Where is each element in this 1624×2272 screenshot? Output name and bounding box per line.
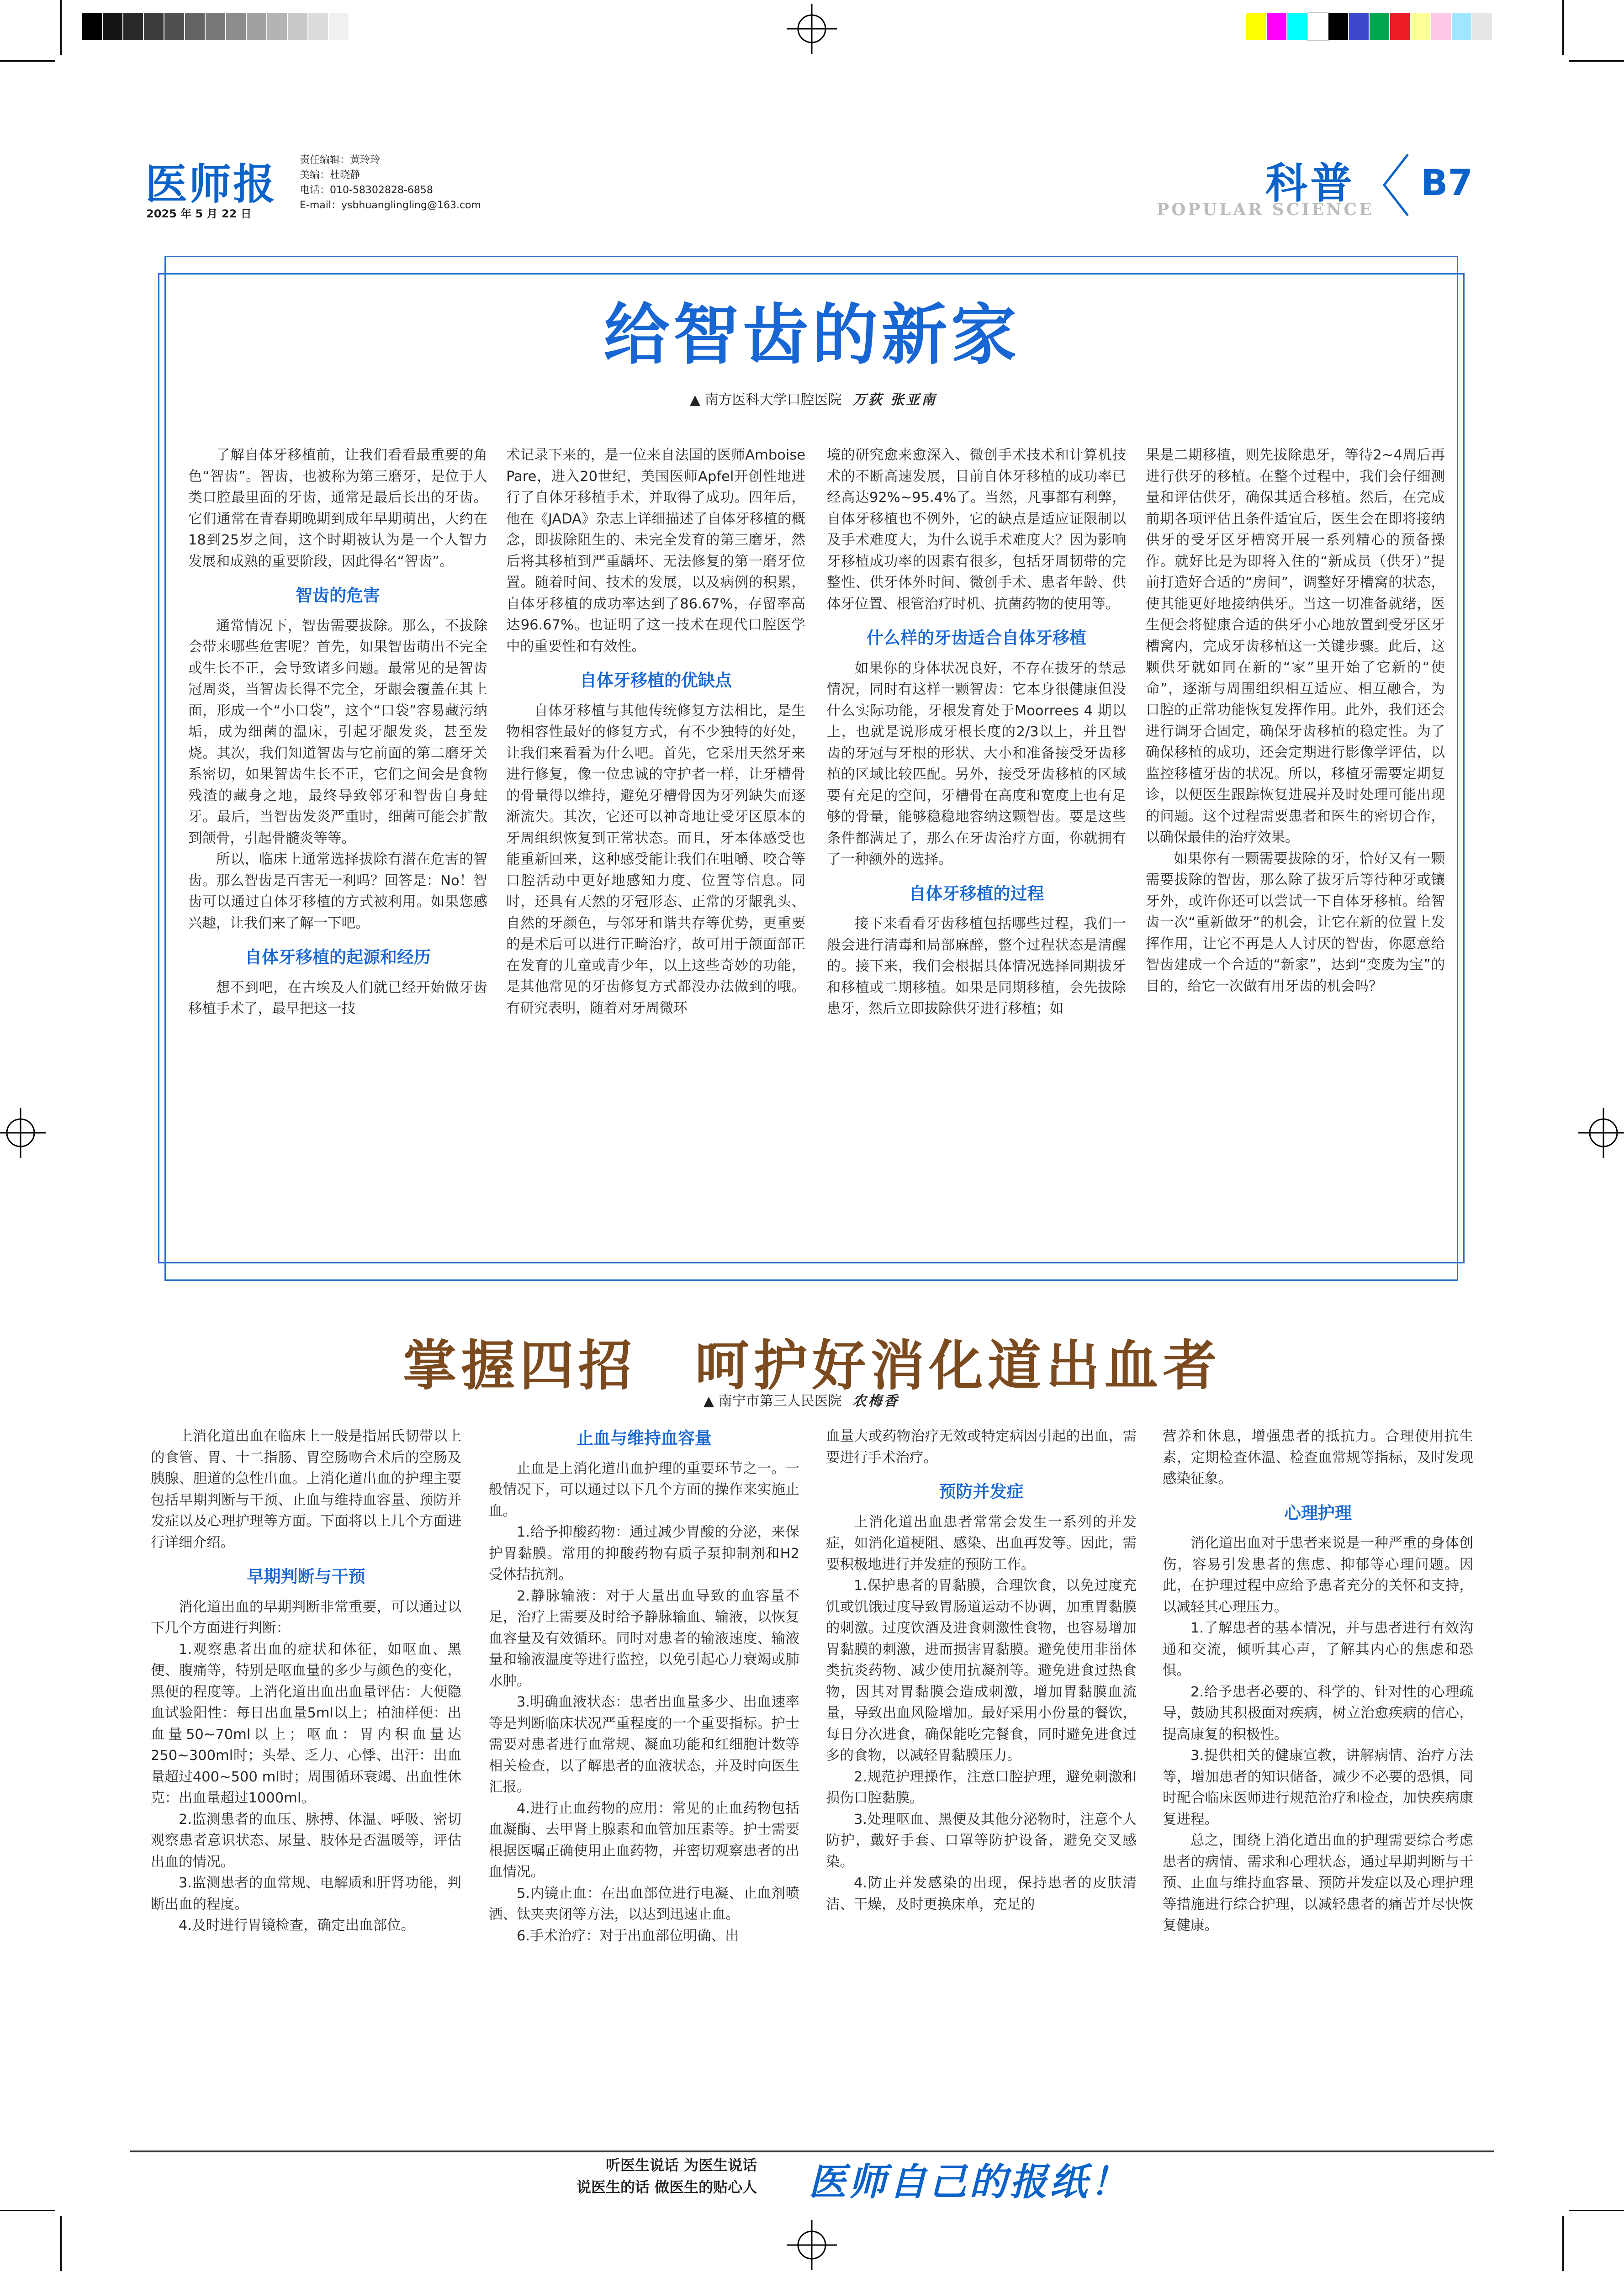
registration-mark-left	[0, 1108, 46, 1158]
grayscale-swatch	[144, 13, 164, 40]
article-1-authors: 万荻 张亚南	[852, 392, 937, 408]
section-subtitle: POPULAR SCIENCE	[1157, 200, 1374, 219]
article-1-title: 给智齿的新家	[603, 296, 1021, 373]
editor-email: E-mail：ysbhuanglingling@163.com	[300, 200, 481, 211]
section-heading: 智齿的危害	[296, 586, 380, 605]
section-heading: 预防并发症	[939, 1482, 1024, 1501]
paragraph: 1.给予抑酸药物：通过减少胃酸的分泌，来保护胃黏膜。常用的抑酸药物有质子泵抑制剂和H2受体拮抗剂。	[489, 1524, 799, 1583]
page-number: B7	[1421, 163, 1473, 204]
process-color-bar	[1246, 13, 1493, 40]
article-1-column-3	[827, 445, 1126, 1020]
color-swatch	[1472, 13, 1493, 40]
paragraph: 消化道出血对于患者来说是一种严重的身体创伤，容易引发患者的焦虑、抑郁等心理问题。因此，在护理过程中应给予患者充分的关怀和支持，以减轻其心理压力。	[1163, 1535, 1473, 1615]
paragraph: 止血是上消化道出血护理的重要环节之一。一般情况下，可以通过以下几个方面的操作来实施止血。	[489, 1460, 799, 1519]
designer-name: 美编：杜晓静	[300, 169, 360, 181]
color-swatch	[1370, 13, 1390, 40]
crop-mark	[60, 0, 62, 55]
section-heading: 自体牙移植的过程	[909, 883, 1044, 904]
grayscale-swatch	[247, 13, 267, 40]
grayscale-color-bar	[82, 13, 349, 40]
article-2-column-3	[826, 1426, 1137, 1915]
color-swatch	[1308, 13, 1328, 40]
article-2-byline	[704, 1390, 899, 1410]
paragraph: 想不到吧，在古埃及人们就已经开始做牙齿移植手术了，最早把这一技	[188, 979, 487, 1017]
grayscale-swatch	[288, 13, 308, 40]
paragraph: 所以，临床上通常选择拔除有潜在危害的智齿。那么智齿是百害无一利吗？回答是：No！智齿可以通过自体牙移植的方式被利用。如果您感兴趣，让我们来了解一下吧。	[188, 851, 487, 931]
paragraph: 1.观察患者出血的症状和体征，如呕血、黑便、腹痛等，特别是呕血量的多少与颜色的变化，黑便的程度等。上消化道出血出血量评估：大便隐血试验阳性：每日出血量5ml以上；柏油样便：出血量50~70ml以上；呕血：胃内积血量达250~300ml时；头晕、乏力、心悸、出汗：出血量超过400~500 ml时；周围循环衰竭、出血性休克：出血量超过1000ml。	[151, 1641, 461, 1806]
section-heading: 心理护理	[1284, 1503, 1352, 1523]
paragraph: 2.给予患者必要的、科学的、针对性的心理疏导，鼓励其积极面对疾病，树立治愈疾病的信心，提高康复的积极性。	[1163, 1684, 1473, 1743]
section-heading: 自体牙移植的起源和经历	[245, 947, 431, 967]
footer-motto	[577, 2154, 757, 2198]
paragraph: 自体牙移植与其他传统修复方法相比，是生物相容性最好的修复方式，有不少独特的好处，让我们来看看为什么吧。首先，它采用天然牙来进行修复，像一位忠诚的守护者一样，让牙槽骨的骨量得以维持，避免牙槽骨因为牙列缺失而逐渐流失。其次，它还可以神奇地让受牙区原本的牙周组织恢复到正常状态。而且，牙本体感受也能重新回来，这种感受能让我们在咀嚼、咬合等口腔活动中更好地感知力度、位置等信息。同时，还具有天然的牙冠形态、正常的牙龈乳头、自然的牙颜色，与邻牙和谐共存等优势，更重要的是术后可以进行正畸治疗，故可用于颌面部正在发育的儿童或青少年，以上这些奇妙的功能，是其他常见的牙齿修复方式都没办法做到的哦。有研究表明，随着对牙周微环	[506, 703, 805, 1016]
section-title: 科普	[1265, 159, 1355, 208]
article-1-institution: ▲ 南方医科大学口腔医院	[690, 392, 842, 408]
color-swatch	[1390, 13, 1411, 40]
paragraph: 3.监测患者的血常规、电解质和肝肾功能，判断出血的程度。	[151, 1875, 461, 1913]
color-swatch	[1328, 13, 1349, 40]
paragraph: 4.及时进行胃镜检查，确定出血部位。	[179, 1918, 415, 1934]
footer-slogan: 医师自己的报纸！	[809, 2160, 1130, 2204]
paragraph: 3.提供相关的健康宣教，讲解病情、治疗方法等，增加患者的知识储备，减少不必要的恐惧，同时配合临床医师进行规范治疗和检查，加快疾病康复进程。	[1163, 1748, 1473, 1828]
paragraph: 1.保护患者的胃黏膜，合理饮食，以免过度充饥或饥饿过度导致胃肠道运动不协调，加重胃黏膜的刺激。过度饮酒及进食刺激性食物，也容易增加胃黏膜的刺激，进而损害胃黏膜。避免使用非甾体类抗炎药物、减少使用抗凝剂等。避免进食过热食物，因其对胃黏膜会造成刺激，增加胃黏膜血流量，导致出血风险增加。最好采用小份量的餐饮，每日分次进食，确保能吃完餐食，同时避免进食过多的食物，以减轻胃黏膜压力。	[826, 1578, 1137, 1764]
paragraph: 4.进行止血药物的应用：常见的止血药物包括血凝酶、去甲肾上腺素和血管加压素等。护士需要根据医嘱正确使用止血药物，并密切观察患者的出血情况。	[489, 1800, 799, 1880]
paragraph: 6.手术治疗：对于出血部位明确、出	[517, 1928, 739, 1944]
paragraph: 上消化道出血患者常常会发生一系列的并发症，如消化道梗阻、感染、出血再发等。因此，需要积极地进行并发症的预防工作。	[826, 1514, 1137, 1573]
crop-mark	[0, 2210, 55, 2211]
registration-mark-right	[1578, 1108, 1624, 1158]
section-heading: 自体牙移植的优缺点	[580, 671, 732, 690]
paragraph: 如果你的身体状况良好，不存在拔牙的禁忌情况，同时有这样一颗智齿：它本身很健康但没什么实际功能，牙根发育处于Moorrees 4 期以上，也就是说形成牙根长度的2/3以上，并且智齿的牙冠与牙根的形状、大小和准备接受牙齿移植的区域比较匹配。另外，接受牙齿移植的区域要有充足的空间，牙槽骨在高度和宽度上也有足够的骨量，能够稳稳地容纳这颗智齿。要是这些条件都满足了，那么在牙齿治疗方面，你就拥有了一种额外的选择。	[827, 660, 1126, 867]
article-2-column-2	[489, 1426, 799, 1947]
color-swatch	[1287, 13, 1308, 40]
crop-mark	[0, 60, 55, 62]
paragraph: 4.防止并发感染的出现，保持患者的皮肤清洁、干燥，及时更换床单，充足的	[826, 1875, 1137, 1913]
color-swatch	[1452, 13, 1472, 40]
grayscale-swatch	[206, 13, 226, 40]
crop-mark	[1569, 60, 1624, 62]
crop-mark	[1562, 0, 1564, 55]
section-heading: 什么样的牙齿适合自体牙移植	[867, 628, 1086, 648]
paragraph: 接下来看看牙齿移植包括哪些过程，我们一般会进行清毒和局部麻醉，整个过程状态是清醒的。接下来，我们会根据具体情况选择同期拔牙和移植或二期移植。如果是同期移植，会先拔除患牙，然后立即拔除供牙进行移植；如	[827, 916, 1126, 1017]
editor-phone: 电话：010-58302828-6858	[300, 185, 433, 196]
grayscale-swatch	[82, 13, 103, 40]
footer-motto-line-1: 听医生说话 为医生说话	[606, 2156, 757, 2174]
paragraph: 3.处理呕血、黑便及其他分泌物时，注意个人防护，戴好手套、口罩等防护设备，避免交叉感染。	[826, 1811, 1137, 1870]
paragraph: 消化道出血的早期判断非常重要，可以通过以下几个方面进行判断：	[151, 1599, 461, 1636]
article-2-column-1	[151, 1426, 461, 1937]
paragraph: 2.监测患者的血压、脉搏、体温、呼吸、密切观察患者意识状态、尿量、肢体是否温暖等，评估出血的情况。	[151, 1811, 461, 1870]
paragraph: 血量大或药物治疗无效或特定病因引起的出血，需要进行手术治疗。	[826, 1428, 1137, 1466]
paragraph: 2.静脉输液：对于大量出血导致的血容量不足，治疗上需要及时给予静脉输血、输液，以恢复血容量及有效循环。同时对患者的输液速度、输液量和输液温度等进行监控，以免引起心力衰竭或肺水肿。	[489, 1588, 799, 1689]
article-2-column-4	[1163, 1426, 1473, 1937]
chevron-left-icon	[1380, 151, 1412, 219]
paragraph: 了解自体牙移植前，让我们看看最重要的角色“智齿”。智齿，也被称为第三磨牙，是位于人类口腔最里面的牙齿，通常是最后长出的牙齿。它们通常在青春期晚期到成年早期萌出，大约在18到25岁之间，这个时期被认为是一个人智力发展和成熟的重要阶段，因此得名“智齿”。	[188, 447, 487, 570]
paragraph: 通常情况下，智齿需要拔除。那么，不拔除会带来哪些危害呢？首先，如果智齿萌出不完全或生长不正，会导致诸多问题。最常见的是智齿冠周炎，当智齿长得不完全，牙龈会覆盖在其上面，形成一个“小口袋”，这个“口袋”容易藏污纳垢，成为细菌的温床，引起牙龈发炎，甚至发烧。其次，我们知道智齿与它前面的第二磨牙关系密切，如果智齿生长不正，它们之间会是食物残渣的藏身之地，最终导致邻牙和智齿自身蛀牙。最后，当智齿发炎严重时，细菌可能会扩散到颌骨，引起骨髓炎等等。	[188, 618, 487, 846]
color-swatch	[1267, 13, 1287, 40]
crop-mark	[60, 2216, 62, 2271]
crop-mark	[1569, 2210, 1624, 2211]
color-swatch	[1246, 13, 1267, 40]
issue-date: 2025 年 5 月 22 日	[146, 207, 252, 220]
grayscale-swatch	[267, 13, 288, 40]
article-1-column-1	[188, 445, 487, 1020]
grayscale-swatch	[308, 13, 329, 40]
editor-info	[300, 153, 481, 213]
paragraph: 境的研究愈来愈深入、微创手术技术和计算机技术的不断高速发展，目前自体牙移植的成功率已经高达92%~95.4%了。当然，凡事都有利弊，自体牙移植也不例外，它的缺点是适应证限制以及手术难度大，为什么说手术难度大？因为影响牙移植成功率的因素有很多，包括牙周韧带的完整性、供牙体外时间、微创手术、患者年龄、供体牙位置、根管治疗时机、抗菌药物的使用等。	[827, 447, 1126, 612]
paragraph: 总之，围绕上消化道出血的护理需要综合考虑患者的病情、需求和心理状态，通过早期判断与干预、止血与维持血容量、预防并发症以及心理护理等措施进行综合护理，以减轻患者的痛苦并尽快恢复健康。	[1163, 1833, 1473, 1934]
newspaper-logo: 医师报	[145, 159, 277, 209]
editor-name: 责任编辑：黄玲玲	[300, 154, 381, 166]
registration-mark-bottom	[787, 2220, 837, 2270]
paragraph: 2.规范护理操作，注意口腔护理，避免刺激和损伤口腔黏膜。	[826, 1769, 1137, 1806]
grayscale-swatch	[185, 13, 206, 40]
paragraph: 如果你有一颗需要拔除的牙，恰好又有一颗需要拔除的智齿，那么除了拔牙后等待种牙或镶牙外，或许你还可以尝试一下自体牙移植。给智齿一次“重新做牙”的机会，让它在新的位置上发挥作用，让它不再是人人讨厌的智齿，你愿意给智齿建成一个合适的“新家”，达到“变废为宝”的目的，给它一次做有用牙齿的机会吗？	[1146, 851, 1445, 994]
paragraph: 果是二期移植，则先拔除患牙，等待2~4周后再进行供牙的移植。在整个过程中，我们会仔细测量和评估供牙，确保其适合移植。然后，在完成前期各项评估且条件适宜后，医生会在即将接纳供牙的受牙区牙槽窝开展一系列精心的预备操作。就好比是为即将入住的“新成员（供牙）”提前打造好合适的“房间”，调整好牙槽窝的状态，使其能更好地接纳供牙。当这一切准备就绪，医生便会将健康合适的供牙小心地放置到受牙区牙槽窝内，完成牙齿移植这一关键步骤。此后，这颗供牙就如同在新的“家”里开始了它新的“使命”，逐渐与周围组织相互适应、相互融合，为口腔的正常功能恢复发挥作用。此外，我们还会进行调牙合固定，确保牙齿移植的稳定性。为了确保移植的成功，还会定期进行影像学评估，以监控移植牙齿的状况。所以，移植牙需要定期复诊，以便医生跟踪恢复进展并及时处理可能出现的问题。这个过程需要患者和医生的密切合作，以确保最佳的治疗效果。	[1146, 447, 1445, 845]
article-2-author: 农梅香	[852, 1393, 899, 1409]
paragraph: 营养和休息，增强患者的抵抗力。合理使用抗生素，定期检查体温、检查血常规等指标，及时发现感染征象。	[1163, 1428, 1473, 1487]
section-heading: 止血与维持血容量	[577, 1428, 712, 1448]
registration-mark-top	[787, 4, 837, 54]
article-1-byline	[690, 388, 937, 408]
grayscale-swatch	[164, 13, 185, 40]
paragraph: 术记录下来的，是一位来自法国的医师Amboise Pare，进入20世纪，美国医师Apfel开创性地进行了自体牙移植手术，并取得了成功。四年后，他在《JADA》杂志上详细描述了自体牙移植的概念，即拔除阻生的、未完全发育的第三磨牙，然后将其移植到严重龋坏、无法修复的第一磨牙位置。随着时间、技术的发展，以及病例的积累，自体牙移植的成功率达到了86.67%，存留率高达96.67%。也证明了这一技术在现代口腔医学中的重要性和有效性。	[506, 447, 805, 655]
crop-mark	[1562, 2216, 1564, 2271]
paragraph: 5.内镜止血：在出血部位进行电凝、止血剂喷洒、钛夹夹闭等方法，以达到迅速止血。	[489, 1885, 799, 1923]
grayscale-swatch	[329, 13, 349, 40]
color-swatch	[1431, 13, 1452, 40]
grayscale-swatch	[103, 13, 123, 40]
paragraph: 3.明确血液状态：患者出血量多少、出血速率等是判断临床状况严重程度的一个重要指标。护士需要对患者进行血常规、凝血功能和红细胞计数等相关检查，以了解患者的血液状态，并及时向医生汇报。	[489, 1694, 799, 1795]
article-2-institution: ▲ 南宁市第三人民医院	[704, 1393, 842, 1409]
grayscale-swatch	[123, 13, 144, 40]
paragraph: 1.了解患者的基本情况，并与患者进行有效沟通和交流，倾听其心声，了解其内心的焦虑和恐惧。	[1163, 1620, 1473, 1679]
color-swatch	[1349, 13, 1370, 40]
article-2-title: 掌握四招 呵护好消化道出血者	[402, 1334, 1222, 1397]
color-swatch	[1411, 13, 1431, 40]
footer-motto-line-2: 说医生的话 做医生的贴心人	[577, 2178, 757, 2196]
article-1-column-2	[506, 445, 805, 1019]
section-heading: 早期判断与干预	[247, 1567, 365, 1586]
article-1-column-4	[1146, 445, 1445, 997]
grayscale-swatch	[226, 13, 247, 40]
paragraph: 上消化道出血在临床上一般是指屈氏韧带以上的食管、胃、十二指肠、胃空肠吻合术后的空肠及胰腺、胆道的急性出血。上消化道出血的护理主要包括早期判断与干预、止血与维持血容量、预防并发症以及心理护理等方面。下面将以上几个方面进行详细介绍。	[151, 1428, 461, 1551]
